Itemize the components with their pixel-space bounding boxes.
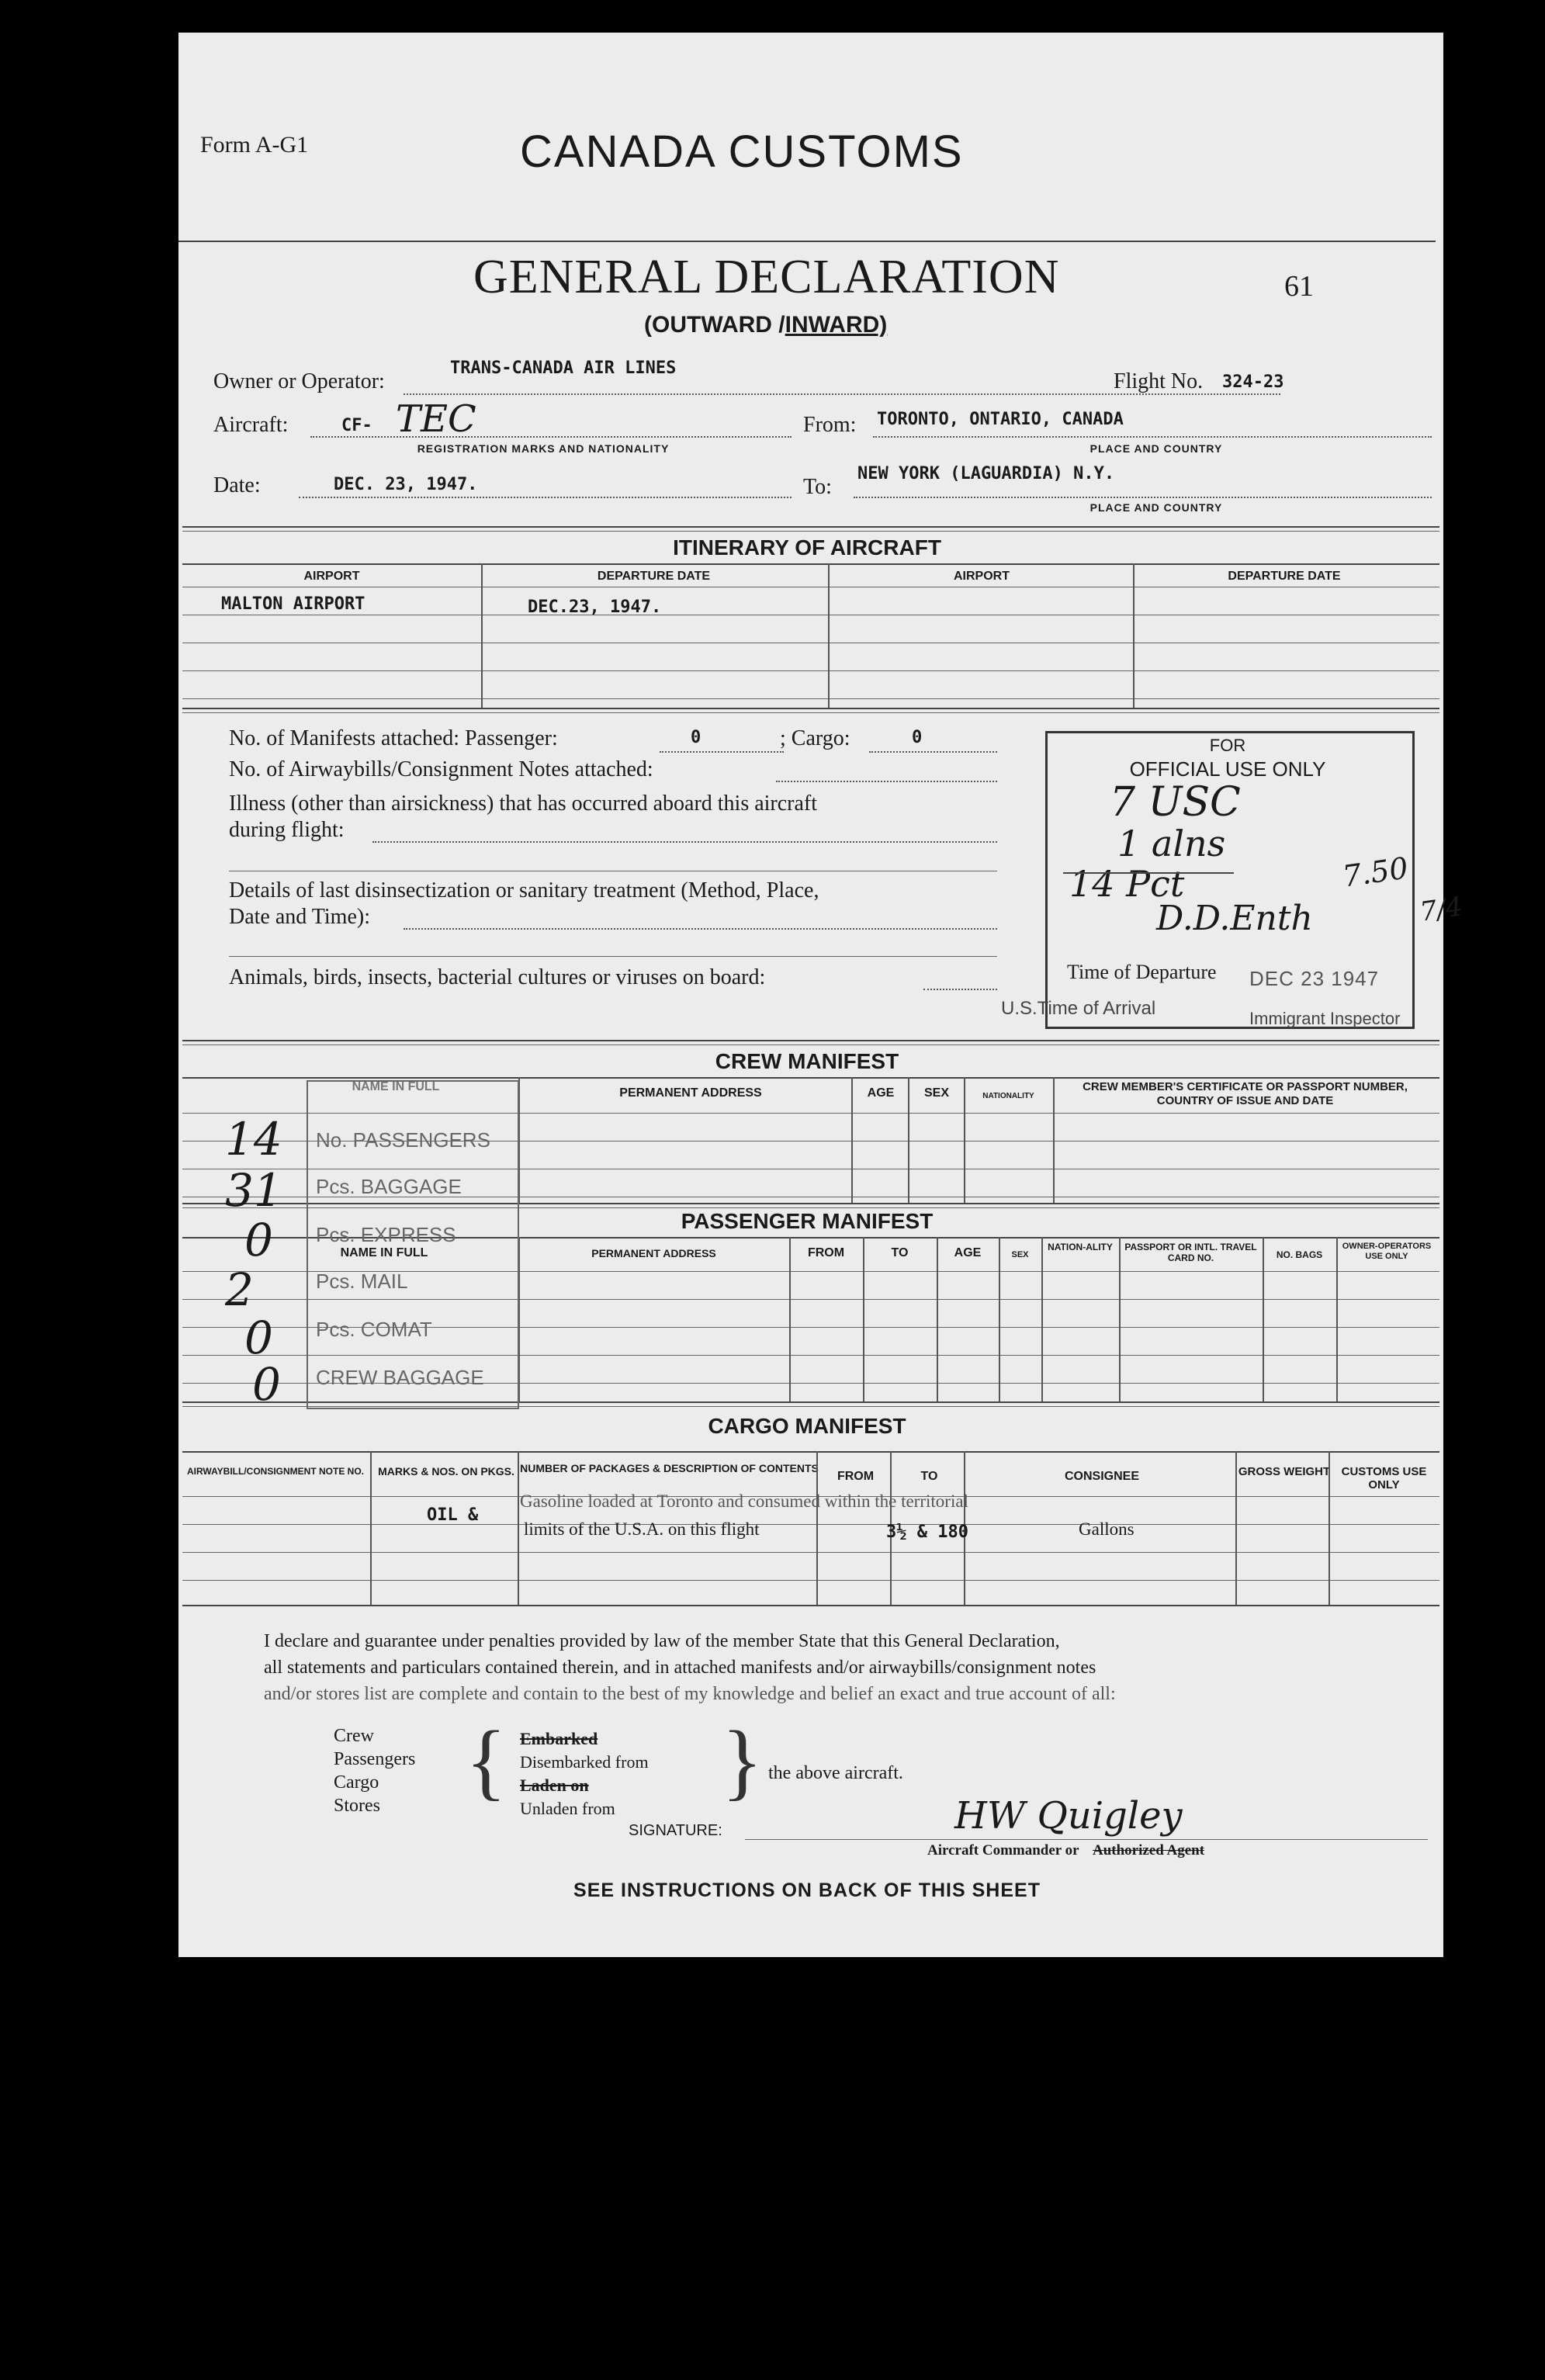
official-note-3: 14 Pct: [1069, 863, 1185, 905]
passenger-col-divider: [999, 1237, 1000, 1401]
cargo-unit: Gallons: [1079, 1519, 1135, 1539]
passenger-col-owner: OWNER-OPERATORS USE ONLY: [1342, 1242, 1432, 1261]
to-label: To:: [803, 475, 832, 499]
itinerary-col-airport: AIRPORT: [303, 570, 360, 583]
cargo-col-divider: [816, 1451, 818, 1605]
option-disembarked: Disembarked from: [520, 1752, 649, 1772]
animals-label: Animals, birds, insects, bacterial cultures or viruses on board:: [229, 965, 766, 989]
cargo-col-from: FROM: [837, 1470, 875, 1483]
passenger-col-age: AGE: [954, 1246, 982, 1259]
itinerary-row-line: [182, 698, 1439, 699]
itinerary-airport: MALTON AIRPORT: [221, 594, 365, 614]
stamp-count-mail: 2: [225, 1263, 254, 1316]
passenger-col-address: PERMANENT ADDRESS: [591, 1247, 716, 1259]
passenger-col-to: TO: [891, 1246, 909, 1259]
flight-value: 324-23: [1222, 372, 1284, 392]
illness-label: Illness (other than airsickness) that has occurred aboard this aircraft: [229, 792, 818, 816]
option-laden: Laden on: [520, 1775, 589, 1795]
stamp-count-crew-baggage: 0: [252, 1358, 281, 1411]
declaration-text-3: and/or stores list are complete and contain to the best of my knowledge and belief an exact and true account of all:: [264, 1684, 1116, 1704]
stamp-label-passengers: No. PASSENGERS: [316, 1128, 490, 1152]
official-for: FOR: [1209, 736, 1246, 755]
stamp-label-mail: Pcs. MAIL: [316, 1270, 408, 1293]
itinerary-col-divider: [1133, 563, 1135, 708]
passenger-title: PASSENGER MANIFEST: [681, 1209, 934, 1233]
option-unladen: Unladen from: [520, 1799, 615, 1818]
manifests-label: No. of Manifests attached: Passenger:: [229, 726, 558, 750]
itinerary-row-line: [182, 670, 1439, 671]
passenger-col-from: FROM: [807, 1246, 845, 1259]
passenger-col-name: NAME IN FULL: [340, 1246, 428, 1259]
from-line: [873, 436, 1432, 438]
disinsect-label-2: Date and Time):: [229, 905, 370, 929]
cargo-marks: OIL &: [427, 1505, 479, 1525]
owner-label: Owner or Operator:: [213, 369, 385, 393]
stamp-count-passengers: 14: [225, 1113, 282, 1166]
disinsect-label: Details of last disinsectization or sanitary treatment (Method, Place,: [229, 878, 819, 902]
to-caption: PLACE AND COUNTRY: [1089, 501, 1223, 514]
passenger-col-divider: [1263, 1237, 1264, 1401]
cargo-col-weight: GROSS WEIGHT: [1238, 1465, 1331, 1478]
itinerary-top-line-2: [182, 531, 1439, 532]
crew-col-divider: [851, 1077, 853, 1203]
aircraft-caption: REGISTRATION MARKS AND NATIONALITY: [417, 442, 670, 455]
cargo-col-to: TO: [920, 1470, 938, 1483]
official-note-4: D.D.Enth: [1156, 899, 1313, 938]
date-label: Date:: [213, 473, 261, 497]
passenger-col-divider: [789, 1237, 791, 1401]
from-value: TORONTO, ONTARIO, CANADA: [877, 410, 1124, 429]
crew-header-line: [182, 1077, 1439, 1079]
passenger-col-passport: PASSPORT OR INTL. TRAVEL CARD NO.: [1124, 1242, 1257, 1263]
stamp-count-comat: 0: [244, 1311, 273, 1364]
passenger-col-nationality: NATION-ALITY: [1048, 1242, 1113, 1252]
itinerary-header-line: [182, 563, 1439, 565]
crew-col-address: PERMANENT ADDRESS: [619, 1086, 762, 1100]
cargo-col-consignee: CONSIGNEE: [1064, 1470, 1139, 1483]
disinsect-line: [404, 928, 997, 930]
cargo-quantity: 3½ & 180: [886, 1523, 968, 1542]
flight-label: Flight No.: [1114, 369, 1204, 393]
inward-label: INWARD): [785, 312, 888, 338]
official-title: OFFICIAL USE ONLY: [1129, 757, 1326, 781]
declaration-form: [178, 33, 1465, 1957]
itinerary-bottom-line-2: [182, 712, 1439, 713]
cargo-col-customs: CUSTOMS USE ONLY: [1341, 1465, 1427, 1491]
cargo-title: CARGO MANIFEST: [708, 1414, 906, 1438]
cargo-description-1: Gasoline loaded at Toronto and consumed within the territorial: [520, 1491, 968, 1511]
animals-line: [923, 989, 997, 990]
illness-label-2: during flight:: [229, 818, 345, 842]
passenger-count: 0: [691, 728, 701, 747]
to-value: NEW YORK (LAGUARDIA) N.Y.: [857, 464, 1115, 483]
option-embarked: Embarked: [520, 1729, 598, 1748]
aircraft-prefix: CF-: [341, 416, 372, 435]
date-line: [299, 497, 792, 498]
commander-label: Aircraft Commander or: [927, 1842, 1079, 1859]
airwaybills-line: [776, 781, 997, 782]
airwaybills-label: No. of Airwaybills/Consignment Notes attached:: [229, 757, 653, 781]
declaration-text-1: I declare and guarantee under penalties provided by law of the member State that this General Declaration,: [264, 1631, 1060, 1651]
passenger-col-bags: NO. BAGS: [1276, 1249, 1323, 1260]
aircraft-line: [310, 436, 792, 438]
passenger-col-divider: [1119, 1237, 1121, 1401]
cargo-col-divider: [370, 1451, 372, 1605]
stamp-label-comat: Pcs. COMAT: [316, 1318, 432, 1341]
crew-col-age: AGE: [867, 1086, 895, 1100]
official-note-5: 7.50: [1340, 850, 1411, 894]
itinerary-bottom-line: [182, 708, 1439, 709]
signature-line: [745, 1839, 1428, 1840]
declaration-options: [520, 1727, 649, 1821]
cargo-label: ; Cargo:: [780, 726, 850, 750]
cargo-top-line: [182, 1406, 1439, 1407]
from-caption: PLACE AND COUNTRY: [1089, 442, 1223, 455]
to-line: [854, 497, 1432, 498]
passenger-col-sex: SEX: [1011, 1250, 1029, 1259]
departure-stamp: DEC 23 1947: [1249, 967, 1380, 990]
cargo-col-divider: [518, 1451, 519, 1605]
outward-label: (OUTWARD /: [644, 312, 785, 338]
crew-col-divider: [1053, 1077, 1055, 1203]
page-number: 61: [1284, 270, 1314, 303]
stamp-label-baggage: Pcs. BAGGAGE: [316, 1175, 462, 1198]
itinerary-col-departure-2: DEPARTURE DATE: [1228, 570, 1341, 583]
footer-instructions: SEE INSTRUCTIONS ON BACK OF THIS SHEET: [573, 1879, 1041, 1901]
aircraft-registration: TEC: [396, 397, 476, 441]
cargo-col-marks: MARKS & NOS. ON PKGS.: [378, 1465, 514, 1478]
date-value: DEC. 23, 1947.: [334, 475, 478, 494]
direction-label: [644, 312, 887, 338]
itinerary-col-divider: [828, 563, 830, 708]
departure-time-label: Time of Departure: [1067, 961, 1217, 983]
cargo-bottom-line: [182, 1605, 1439, 1606]
owner-value: TRANS-CANADA AIR LINES: [450, 359, 677, 378]
divider: [178, 241, 1436, 242]
inspector-label: Immigrant Inspector: [1249, 1009, 1401, 1028]
disinsect-extra-line: [229, 956, 997, 957]
itinerary-col-airport-2: AIRPORT: [954, 570, 1010, 583]
passenger-col-divider: [1041, 1237, 1043, 1401]
crew-top-line: [182, 1040, 1439, 1041]
itinerary-col-departure: DEPARTURE DATE: [597, 570, 711, 583]
stamp-label-express: Pcs. EXPRESS: [316, 1223, 456, 1246]
cargo-description-2: limits of the U.S.A. on this flight: [524, 1519, 760, 1539]
left-brace: {: [466, 1713, 507, 1808]
official-note-2: 1 alns: [1117, 823, 1226, 864]
agency-name: CANADA CUSTOMS: [520, 126, 964, 177]
crew-col-sex: SEX: [923, 1086, 949, 1100]
itinerary-title: ITINERARY OF AIRCRAFT: [673, 535, 941, 559]
cargo-col-divider: [1235, 1451, 1237, 1605]
arrival-time-label: U.S.Time of Arrival: [1001, 998, 1156, 1019]
cargo-col-divider: [1328, 1451, 1330, 1605]
itinerary-col-divider: [481, 563, 483, 708]
crew-col-certificate: CREW MEMBER'S CERTIFICATE OR PASSPORT NUMBER, COUNTRY OF ISSUE AND DATE: [1083, 1080, 1408, 1107]
cargo-col-airwaybill: AIRWAYBILL/CONSIGNMENT NOTE NO.: [186, 1466, 364, 1477]
crew-col-name: NAME IN FULL: [352, 1080, 440, 1093]
aircraft-label: Aircraft:: [213, 413, 289, 437]
item-passengers: Passengers: [334, 1749, 416, 1769]
item-cargo: Cargo: [334, 1772, 379, 1793]
official-note-underline: [1063, 872, 1234, 874]
crew-top-line-2: [182, 1044, 1439, 1045]
signature-label: SIGNATURE:: [629, 1822, 722, 1839]
passenger-line: [660, 751, 784, 753]
cargo-line: [869, 751, 997, 753]
item-crew: Crew: [334, 1726, 374, 1746]
passenger-col-divider: [937, 1237, 938, 1401]
right-brace: }: [722, 1713, 763, 1808]
itinerary-top-line: [182, 526, 1439, 528]
from-label: From:: [803, 413, 857, 437]
declaration-tail: the above aircraft.: [768, 1763, 903, 1783]
item-stores: Stores: [334, 1796, 380, 1816]
stamp-count-express: 0: [244, 1214, 273, 1266]
crew-title: CREW MANIFEST: [715, 1049, 899, 1073]
official-note-1: 7 USC: [1110, 779, 1241, 826]
cargo-col-packages: NUMBER OF PACKAGES & DESCRIPTION OF CONTENTS: [520, 1462, 819, 1474]
form-title: GENERAL DECLARATION: [473, 251, 1060, 303]
itinerary-date: DEC.23, 1947.: [528, 598, 662, 617]
passenger-col-divider: [863, 1237, 864, 1401]
declaration-text-2: all statements and particulars contained therein, and in attached manifests and/or airwaybills/consignment notes: [264, 1658, 1096, 1678]
manifests-line: [229, 726, 558, 751]
crew-col-divider: [964, 1077, 965, 1203]
passenger-col-divider: [1336, 1237, 1338, 1401]
form-number: Form A-G1: [200, 132, 309, 158]
cargo-count: 0: [912, 728, 923, 747]
crew-col-divider: [908, 1077, 909, 1203]
crew-col-nationality: NATIONALITY: [982, 1092, 1034, 1100]
signature: HW Quigley: [954, 1794, 1183, 1838]
illness-line: [372, 841, 997, 843]
declaration-items: [334, 1724, 415, 1817]
stamp-label-crew-baggage: CREW BAGGAGE: [316, 1366, 484, 1389]
agent-label: Authorized Agent: [1093, 1842, 1205, 1859]
official-note-6: 7/4: [1418, 891, 1465, 928]
stamp-count-baggage: 31: [225, 1164, 282, 1217]
